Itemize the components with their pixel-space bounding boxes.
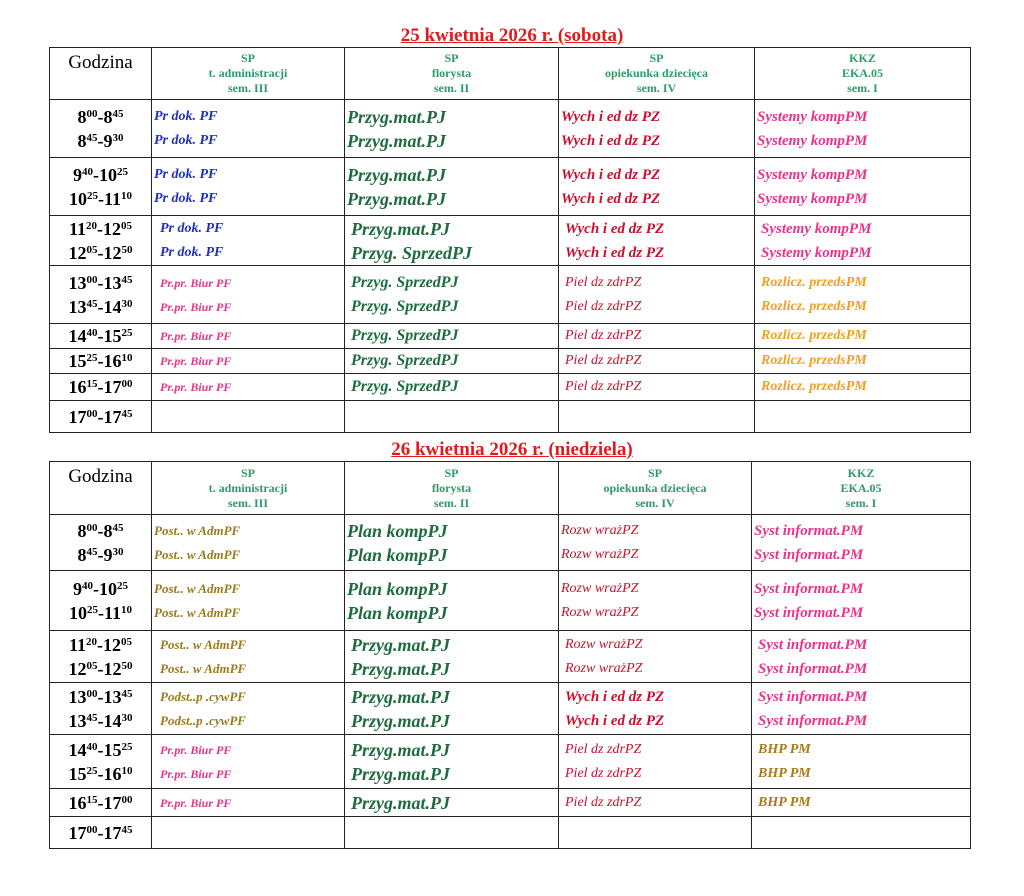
subject-entry: BHP PM (758, 794, 811, 810)
subject-cell (755, 266, 971, 324)
subject-entry: Pr.pr. Biur PF (160, 354, 232, 368)
subject-entry: Syst informat.PM (758, 636, 868, 653)
subject-entry: Przyg.mat.PJ (351, 634, 450, 655)
col-header-kkz: KKZ EKA.05 sem. I (755, 48, 971, 100)
subject-entry: Systemy kompPM (761, 220, 872, 237)
time-slot: $13^{00}-13^{45}$ (68, 686, 133, 707)
subject-entry: Pr.pr. Biur PF (160, 329, 232, 343)
subject-cell (559, 216, 755, 266)
subject-cell (345, 683, 559, 735)
header-row (50, 48, 971, 100)
subject-entry: Post.. w AdmPF (160, 636, 247, 652)
subject-cell (752, 789, 971, 817)
subject-cell (755, 100, 971, 158)
subject-entry: Pr dok. PF (154, 166, 218, 182)
time-slot: $10^{25}-11^{10}$ (68, 188, 132, 209)
time-cell (50, 683, 152, 735)
subject-cell (345, 789, 559, 817)
subject-cell (559, 374, 755, 401)
subject-cell (752, 683, 971, 735)
subject-cell (345, 571, 559, 631)
subject-cell (755, 158, 971, 216)
table-row (50, 789, 971, 817)
time-slot: $8^{00}-8^{45}$ (77, 106, 124, 127)
subject-entry: Systemy kompPM (757, 108, 868, 125)
subject-entry: Syst informat.PM (754, 522, 864, 539)
table-row (50, 324, 971, 349)
subject-entry: Rozlicz. przedsPM (761, 379, 867, 394)
subject-entry: Post.. w AdmPF (154, 580, 241, 596)
subject-entry: Rozlicz. przedsPM (761, 328, 867, 343)
subject-cell (559, 158, 755, 216)
table-row (50, 216, 971, 266)
subject-entry: Pr.pr. Biur PF (160, 766, 232, 781)
table-row (50, 817, 971, 849)
subject-cell (559, 683, 752, 735)
subject-entry: Pr dok. PF (154, 108, 218, 124)
time-slot: $17^{00}-17^{45}$ (68, 822, 133, 843)
time-slot: $12^{05}-12^{50}$ (68, 658, 133, 679)
col-header-administracja: SP t. administracji sem. III (152, 462, 345, 515)
subject-cell (559, 100, 755, 158)
subject-entry: BHP PM (758, 765, 811, 781)
subject-entry: Przyg.mat.PJ (347, 164, 446, 185)
subject-entry: Rozw wrażPZ (561, 546, 639, 562)
subject-cell (152, 324, 345, 349)
subject-entry: Rozlicz. przedsPM (761, 274, 867, 290)
subject-entry: Rozw wrażPZ (561, 580, 639, 596)
subject-entry: Pr.pr. Biur PF (160, 275, 232, 290)
time-slot: $13^{45}-14^{30}$ (68, 296, 133, 317)
subject-entry: Plan kompPJ (347, 520, 448, 541)
subject-cell (752, 631, 971, 683)
subject-entry: BHP PM (758, 741, 811, 757)
subject-entry: Rozw wrażPZ (565, 660, 643, 676)
subject-cell (152, 100, 345, 158)
subject-cell (752, 571, 971, 631)
subject-cell (152, 735, 345, 789)
subject-cell (559, 349, 755, 374)
subject-cell (559, 515, 752, 571)
subject-entry: Pr dok. PF (160, 244, 224, 260)
subject-entry: Pr dok. PF (154, 190, 218, 206)
time-slot: $15^{25}-16^{10}$ (68, 763, 133, 784)
col-header-florysta: SP florysta sem. II (345, 462, 559, 515)
subject-cell (345, 349, 559, 374)
subject-entry: Systemy kompPM (757, 132, 868, 149)
time-slot: $8^{45}-9^{30}$ (77, 544, 124, 565)
time-slot: $14^{40}-15^{25}$ (68, 326, 133, 346)
time-slot: $8^{45}-9^{30}$ (77, 130, 124, 151)
col-header-kkz: KKZ EKA.05 sem. I (752, 462, 971, 515)
time-slot: $9^{40}-10^{25}$ (73, 164, 128, 185)
subject-cell (559, 324, 755, 349)
subject-entry: Piel dz zdrPZ (565, 765, 642, 781)
subject-entry: Przyg. SprzedPJ (351, 378, 459, 395)
subject-cell (345, 266, 559, 324)
subject-cell (752, 817, 971, 849)
subject-entry: Rozw wrażPZ (561, 604, 639, 620)
time-cell (50, 158, 152, 216)
subject-cell (345, 401, 559, 433)
subject-entry: Post.. w AdmPF (160, 660, 247, 676)
subject-entry: Wych i ed dz PZ (561, 132, 661, 149)
day-title: 26 kwietnia 2026 r. (niedziela) (391, 439, 633, 460)
subject-entry: Systemy kompPM (757, 190, 868, 207)
subject-entry: Przyg.mat.PJ (351, 686, 450, 707)
subject-entry: Pr.pr. Biur PF (160, 742, 232, 757)
time-cell (50, 789, 152, 817)
subject-entry: Post.. w AdmPF (154, 522, 241, 538)
time-cell (50, 349, 152, 374)
table-row (50, 266, 971, 324)
table-row (50, 349, 971, 374)
time-cell (50, 266, 152, 324)
subject-entry: Wych i ed dz PZ (565, 220, 665, 237)
subject-entry: Post.. w AdmPF (154, 546, 241, 562)
subject-entry: Syst informat.PM (758, 688, 868, 705)
time-slot: $17^{00}-17^{45}$ (68, 406, 133, 427)
schedule-table-saturday (49, 47, 971, 433)
subject-entry: Przyg.mat.PJ (351, 658, 450, 679)
table-row (50, 631, 971, 683)
subject-entry: Piel dz zdrPZ (565, 298, 642, 314)
table-row (50, 158, 971, 216)
time-cell (50, 817, 152, 849)
subject-entry: Rozw wrażPZ (565, 636, 643, 652)
subject-cell (559, 735, 752, 789)
subject-entry: Syst informat.PM (758, 660, 868, 677)
subject-cell (152, 158, 345, 216)
subject-entry: Wych i ed dz PZ (565, 688, 665, 705)
subject-cell (559, 817, 752, 849)
schedule-table-sunday (49, 461, 971, 849)
subject-cell (152, 683, 345, 735)
col-header-florysta: SP florysta sem. II (345, 48, 559, 100)
subject-entry: Wych i ed dz PZ (565, 244, 665, 261)
subject-cell (345, 374, 559, 401)
subject-entry: Podst..p .cywPF (160, 688, 246, 704)
table-row (50, 683, 971, 735)
subject-cell (345, 324, 559, 349)
subject-cell (152, 374, 345, 401)
time-slot: $13^{45}-14^{30}$ (68, 710, 133, 731)
subject-entry: Piel dz zdrPZ (565, 741, 642, 757)
subject-entry: Przyg.mat.PJ (347, 188, 446, 209)
subject-cell (152, 789, 345, 817)
subject-cell (152, 266, 345, 324)
subject-entry: Przyg.mat.PJ (347, 106, 446, 127)
subject-entry: Przyg. SprzedPJ (351, 273, 459, 291)
subject-cell (559, 401, 755, 433)
subject-entry: Przyg.mat.PJ (351, 710, 450, 731)
time-slot: $13^{00}-13^{45}$ (68, 272, 133, 293)
subject-cell (345, 817, 559, 849)
subject-entry: Przyg. SprzedPJ (351, 242, 472, 263)
subject-entry: Rozw wrażPZ (561, 522, 639, 538)
subject-entry: Rozlicz. przedsPM (761, 353, 867, 368)
time-cell (50, 571, 152, 631)
subject-cell (559, 631, 752, 683)
day-title: 25 kwietnia 2026 r. (sobota) (400, 25, 624, 46)
subject-entry: Syst informat.PM (754, 580, 864, 597)
subject-entry: Plan kompPJ (347, 602, 448, 623)
subject-cell (752, 735, 971, 789)
subject-cell (559, 789, 752, 817)
time-cell (50, 515, 152, 571)
subject-entry: Post.. w AdmPF (154, 604, 241, 620)
table-row (50, 735, 971, 789)
subject-cell (755, 349, 971, 374)
subject-cell (152, 515, 345, 571)
subject-entry: Przyg. SprzedPJ (351, 352, 459, 369)
subject-cell (345, 735, 559, 789)
subject-cell (152, 631, 345, 683)
time-cell (50, 735, 152, 789)
subject-entry: Plan kompPJ (347, 578, 448, 599)
time-slot: $11^{20}-12^{05}$ (68, 634, 132, 655)
subject-entry: Podst..p .cywPF (160, 712, 246, 728)
subject-entry: Wych i ed dz PZ (561, 190, 661, 207)
time-slot: $10^{25}-11^{10}$ (68, 602, 132, 623)
subject-entry: Systemy kompPM (761, 244, 872, 261)
time-slot: $14^{40}-15^{25}$ (68, 739, 133, 760)
table-row (50, 374, 971, 401)
subject-cell (559, 571, 752, 631)
subject-entry: Wych i ed dz PZ (565, 712, 665, 729)
subject-entry: Wych i ed dz PZ (561, 166, 661, 183)
subject-entry: Przyg.mat.PJ (351, 739, 450, 760)
col-header-administracja: SP t. administracji sem. III (152, 48, 345, 100)
time-slot: $9^{40}-10^{25}$ (73, 578, 128, 599)
time-slot: $15^{25}-16^{10}$ (68, 351, 133, 371)
table-row (50, 100, 971, 158)
time-slot: $8^{00}-8^{45}$ (77, 520, 124, 541)
subject-entry: Przyg.mat.PJ (351, 763, 450, 784)
subject-cell (345, 631, 559, 683)
header-row (50, 462, 971, 515)
godzina-header: Godzina (50, 48, 152, 100)
subject-cell (345, 100, 559, 158)
subject-cell (755, 324, 971, 349)
subject-entry: Piel dz zdrPZ (565, 353, 642, 368)
table-row (50, 571, 971, 631)
subject-cell (755, 216, 971, 266)
col-header-opiekunka: SP opiekunka dziecięca sem. IV (559, 48, 755, 100)
time-slot: $11^{20}-12^{05}$ (68, 218, 132, 239)
subject-cell (152, 817, 345, 849)
subject-entry: Wych i ed dz PZ (561, 108, 661, 125)
time-slot: $12^{05}-12^{50}$ (68, 242, 133, 263)
subject-entry: Piel dz zdrPZ (565, 274, 642, 290)
godzina-header: Godzina (50, 462, 152, 515)
col-header-opiekunka: SP opiekunka dziecięca sem. IV (559, 462, 752, 515)
subject-cell (152, 401, 345, 433)
subject-entry: Pr.pr. Biur PF (160, 380, 232, 394)
time-cell (50, 100, 152, 158)
time-cell (50, 324, 152, 349)
subject-cell (345, 515, 559, 571)
subject-cell (755, 401, 971, 433)
table-row (50, 401, 971, 433)
subject-entry: Systemy kompPM (757, 166, 868, 183)
subject-cell (345, 216, 559, 266)
subject-cell (152, 571, 345, 631)
subject-cell (345, 158, 559, 216)
subject-entry: Piel dz zdrPZ (565, 328, 642, 343)
subject-entry: Pr.pr. Biur PF (160, 299, 232, 314)
subject-cell (152, 349, 345, 374)
subject-entry: Pr dok. PF (154, 132, 218, 148)
time-cell (50, 631, 152, 683)
subject-entry: Piel dz zdrPZ (565, 794, 642, 810)
subject-entry: Piel dz zdrPZ (565, 379, 642, 394)
time-slot: $16^{15}-17^{00}$ (68, 377, 133, 397)
subject-entry: Syst informat.PM (754, 546, 864, 563)
subject-entry: Pr.pr. Biur PF (160, 795, 232, 810)
time-cell (50, 374, 152, 401)
subject-entry: Przyg. SprzedPJ (351, 297, 459, 315)
subject-entry: Przyg. SprzedPJ (351, 327, 459, 344)
subject-entry: Rozlicz. przedsPM (761, 298, 867, 314)
subject-cell (152, 216, 345, 266)
time-cell (50, 216, 152, 266)
time-cell (50, 401, 152, 433)
subject-entry: Pr dok. PF (160, 220, 224, 236)
time-slot: $16^{15}-17^{00}$ (68, 792, 133, 813)
subject-entry: Przyg.mat.PJ (351, 218, 450, 239)
subject-cell (755, 374, 971, 401)
subject-cell (752, 515, 971, 571)
subject-cell (559, 266, 755, 324)
subject-entry: Syst informat.PM (754, 604, 864, 621)
subject-entry: Syst informat.PM (758, 712, 868, 729)
subject-entry: Przyg.mat.PJ (351, 792, 450, 813)
table-row (50, 515, 971, 571)
subject-entry: Plan kompPJ (347, 544, 448, 565)
subject-entry: Przyg.mat.PJ (347, 130, 446, 151)
